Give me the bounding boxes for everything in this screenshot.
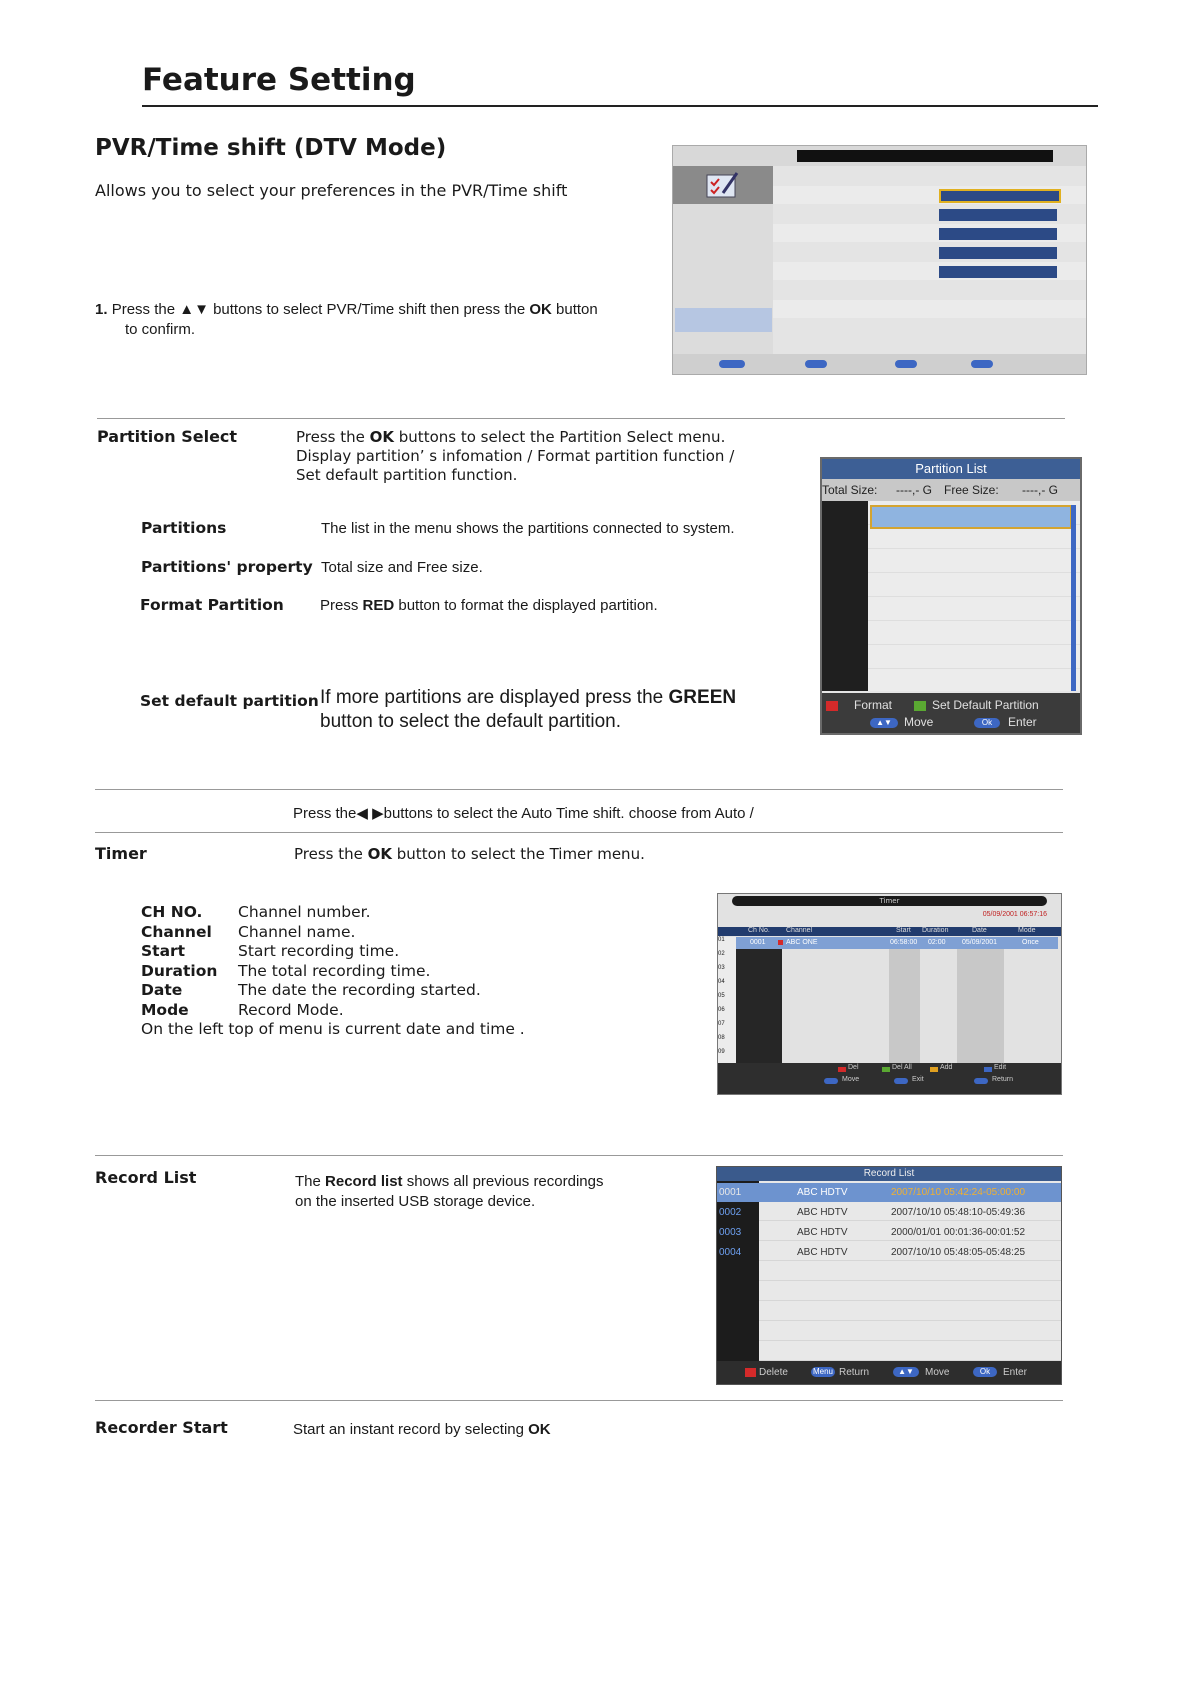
- record-row: [717, 1223, 1061, 1242]
- def-row: [141, 1001, 525, 1021]
- text: shows all previous recordings: [402, 1173, 604, 1190]
- record-footer: [717, 1361, 1061, 1384]
- row-number: 07: [718, 1021, 725, 1027]
- move-key-icon: ▲▼: [870, 718, 898, 728]
- step-text: Press the ▲▼ buttons to select PVR/Time shift then press the: [111, 301, 530, 318]
- enter-hint: Enter: [1003, 1367, 1027, 1378]
- menu-row: [773, 300, 1086, 318]
- col-header: Date: [972, 927, 987, 934]
- set-default-label: Set default partition: [140, 692, 319, 710]
- def-row: [141, 962, 525, 982]
- text: Press the: [294, 845, 368, 863]
- partition-selected-row: [870, 505, 1072, 529]
- col-header: Channel: [786, 927, 813, 934]
- row-number: 05: [718, 993, 725, 999]
- timer-title: Timer: [732, 896, 1047, 906]
- red-key-icon: [745, 1368, 756, 1377]
- cell: 0004: [719, 1247, 742, 1258]
- timer-footer: [718, 1063, 1061, 1094]
- key-pill: [805, 360, 827, 368]
- blue-key-icon: [984, 1067, 992, 1072]
- col-header: Mode: [1018, 927, 1036, 934]
- menu-option: [939, 266, 1057, 278]
- cell: 0001: [719, 1187, 742, 1198]
- partitions-property-label: Partitions' property: [141, 558, 313, 576]
- settings-checklist-icon: [705, 171, 739, 199]
- timer-datetime: 05/09/2001 06:57:16: [982, 911, 1047, 918]
- ok-key-icon: Ok: [974, 718, 1000, 728]
- row-number: 03: [718, 965, 725, 971]
- free-size-value: ----,- G: [1022, 483, 1058, 497]
- partition-sizes: [822, 479, 1080, 501]
- set-default-text: [320, 686, 736, 734]
- timer-start-column: [889, 949, 920, 1063]
- text: Press: [320, 597, 363, 614]
- green-key-icon: [882, 1067, 890, 1072]
- ok-key: OK: [529, 301, 552, 318]
- timer-label: Timer: [95, 844, 147, 863]
- cell: Once: [1022, 939, 1039, 946]
- red-key-icon: [826, 701, 838, 711]
- title-rule: [142, 105, 1098, 107]
- cell: ABC HDTV: [797, 1247, 848, 1258]
- menu-option-selected: [939, 189, 1061, 203]
- cell: 0002: [719, 1207, 742, 1218]
- partition-list-title: Partition List: [822, 459, 1080, 479]
- menu-option: [939, 228, 1057, 240]
- record-list-screenshot: [716, 1166, 1062, 1385]
- menu-tab-active: [673, 166, 773, 204]
- timer-desc: [294, 845, 645, 864]
- row-number: 02: [718, 951, 725, 957]
- record-row: [717, 1243, 1061, 1262]
- set-default-hint: Set Default Partition: [932, 698, 1039, 712]
- section-divider: [95, 832, 1063, 833]
- key-pill: [971, 360, 993, 368]
- delete-hint: Delete: [759, 1367, 788, 1378]
- menu-option: [939, 209, 1057, 221]
- timer-row-numbers: [718, 937, 736, 1063]
- ok-key: OK: [528, 1421, 551, 1438]
- record-list-desc: [295, 1172, 603, 1212]
- cell: 02:00: [928, 939, 946, 946]
- def-text: The total recording time.: [238, 961, 431, 980]
- partitions-property-text: Total size and Free size.: [321, 559, 483, 576]
- step-text-2: to confirm.: [125, 321, 196, 338]
- section-divider: [97, 418, 1065, 419]
- cell: ABC HDTV: [797, 1187, 848, 1198]
- red-key: RED: [362, 597, 395, 614]
- def-term: Mode: [141, 1000, 189, 1019]
- cell: ABC ONE: [786, 939, 818, 946]
- cell: ABC HDTV: [797, 1207, 848, 1218]
- partitions-text: The list in the menu shows the partitions connected to system.: [321, 520, 735, 537]
- row-number: 01: [718, 937, 725, 943]
- row-number: 08: [718, 1035, 725, 1041]
- def-term: Start: [141, 942, 186, 960]
- green-key: GREEN: [668, 687, 737, 708]
- add-hint: Add: [940, 1064, 953, 1071]
- row-number: 09: [718, 1049, 725, 1055]
- menu-bottom-bar: [673, 354, 1086, 374]
- cell: 0001: [750, 939, 766, 946]
- def-row: [141, 942, 525, 962]
- menu-tab-selected: [675, 308, 772, 332]
- step-number: 1.: [95, 301, 108, 318]
- cell: 05/09/2001: [962, 939, 998, 946]
- text: Start an instant record by selecting: [293, 1421, 529, 1438]
- page-title: Feature Setting: [142, 62, 416, 98]
- enter-hint: Enter: [1008, 715, 1037, 729]
- partition-footer: [822, 693, 1080, 733]
- move-hint: Move: [842, 1076, 860, 1083]
- return-hint: Return: [839, 1367, 870, 1378]
- def-text: Start recording time.: [238, 942, 400, 960]
- red-key-icon: [838, 1067, 846, 1072]
- def-row: [141, 923, 525, 943]
- timer-column-headers: [718, 927, 1061, 936]
- cell: 2007/10/10 05:48:05-05:48:25: [891, 1247, 1026, 1258]
- timer-row: [736, 937, 1058, 949]
- ok-key-icon: Ok: [973, 1367, 997, 1377]
- def-term: Channel: [141, 922, 212, 941]
- timer-definitions: [141, 903, 525, 1040]
- ok-key: OK: [367, 845, 393, 863]
- cell: 2000/01/01 00:01:36-00:01:52: [891, 1227, 1026, 1238]
- menu-key-icon: Menu: [812, 1367, 833, 1376]
- total-size-value: ----,- G: [896, 483, 932, 497]
- partitions-label: Partitions: [141, 519, 227, 537]
- auto-time-shift-text: Press the◀ ▶buttons to select the Auto Time shift. choose from Auto /: [293, 805, 754, 822]
- row-number: 06: [718, 1007, 725, 1013]
- record-row: [717, 1203, 1061, 1222]
- free-size-label: Free Size:: [944, 483, 999, 497]
- def-term: Duration: [141, 961, 218, 980]
- def-text: Record Mode.: [238, 1000, 344, 1019]
- total-size-label: Total Size:: [822, 483, 878, 497]
- menu-side-column: [673, 166, 773, 354]
- menu-title-bar: [797, 150, 1053, 162]
- del-all-hint: Del All: [892, 1064, 912, 1071]
- section-divider: [95, 1155, 1063, 1156]
- timer-date-column: [957, 949, 1004, 1063]
- menu-option: [939, 247, 1057, 259]
- col-header: Start: [896, 927, 911, 934]
- recorder-start-label: Recorder Start: [95, 1418, 228, 1437]
- def-term: CH NO.: [141, 903, 203, 921]
- move-key-icon: ▲▼: [893, 1367, 919, 1377]
- green-key-icon: [914, 701, 926, 711]
- partition-list-screenshot: [820, 457, 1082, 735]
- text: button to format the displayed partition.: [394, 597, 658, 614]
- recorder-start-desc: [293, 1420, 551, 1440]
- partition-select-label: Partition Select: [97, 427, 238, 446]
- exit-key-icon: [894, 1078, 908, 1084]
- exit-hint: Exit: [912, 1076, 924, 1083]
- record-dot-icon: [778, 940, 783, 945]
- text: button to select the default partition.: [320, 711, 622, 732]
- col-header: Ch No.: [748, 927, 770, 934]
- partition-rows: [868, 501, 1080, 691]
- desc-text: Display partition’ s infomation / Format partition function /: [296, 447, 735, 465]
- menu-key-icon: [974, 1078, 988, 1084]
- move-key-pill: [719, 360, 745, 368]
- col-header: Duration: [922, 927, 949, 934]
- record-list-title: Record List: [717, 1167, 1061, 1181]
- intro-text: Allows you to select your preferences in the PVR/Time shift: [95, 181, 568, 200]
- move-hint: Move: [904, 715, 934, 729]
- def-row: [141, 981, 525, 1001]
- text: The: [295, 1173, 326, 1190]
- format-partition-text: [320, 596, 658, 616]
- section-divider: [95, 789, 1063, 790]
- row-number: 04: [718, 979, 725, 985]
- section-title: PVR/Time shift (DTV Mode): [95, 135, 447, 161]
- key-pill: [895, 360, 917, 368]
- desc-text: buttons to select the Partition Select menu.: [394, 428, 726, 446]
- record-row-selected: [717, 1183, 1061, 1202]
- del-hint: Del: [848, 1064, 859, 1071]
- def-text: Channel number.: [238, 903, 371, 921]
- yellow-key-icon: [930, 1067, 938, 1072]
- move-hint: Move: [925, 1367, 950, 1378]
- def-text: The date the recording started.: [238, 981, 481, 999]
- move-key-icon: [824, 1078, 838, 1084]
- format-partition-label: Format Partition: [140, 596, 284, 614]
- text: If more partitions are displayed press the: [320, 687, 669, 708]
- desc-text: Press the: [296, 428, 370, 446]
- text: on the inserted USB storage device.: [295, 1193, 536, 1210]
- timer-ch-column: [736, 949, 782, 1063]
- step-text-end: button: [551, 301, 598, 318]
- timer-screenshot: [717, 893, 1062, 1095]
- return-hint: Return: [992, 1076, 1014, 1083]
- def-row: [141, 903, 525, 923]
- text: button to select the Timer menu.: [392, 845, 645, 863]
- def-term: Date: [141, 981, 183, 999]
- cell: 0003: [719, 1227, 742, 1238]
- format-hint: Format: [854, 698, 893, 712]
- record-list-label: Record List: [95, 1168, 197, 1187]
- pvr-menu-screenshot: [672, 145, 1087, 375]
- edit-hint: Edit: [994, 1064, 1007, 1071]
- text-bold: Record list: [325, 1173, 403, 1190]
- partition-side-column: [822, 501, 868, 691]
- timer-note: On the left top of menu is current date and time .: [141, 1020, 525, 1038]
- cell: ABC HDTV: [797, 1227, 848, 1238]
- cell: 06:58:00: [890, 939, 918, 946]
- partition-select-desc: [296, 428, 776, 485]
- def-text: Channel name.: [238, 922, 356, 941]
- step-1: [95, 300, 675, 340]
- desc-text: Set default partition function.: [296, 466, 518, 484]
- cell: 2007/10/10 05:42:24-05:00:00: [891, 1187, 1026, 1198]
- ok-key: OK: [369, 428, 395, 446]
- section-divider: [95, 1400, 1063, 1401]
- cell: 2007/10/10 05:48:10-05:49:36: [891, 1207, 1026, 1218]
- partition-scrollbar: [1071, 505, 1076, 691]
